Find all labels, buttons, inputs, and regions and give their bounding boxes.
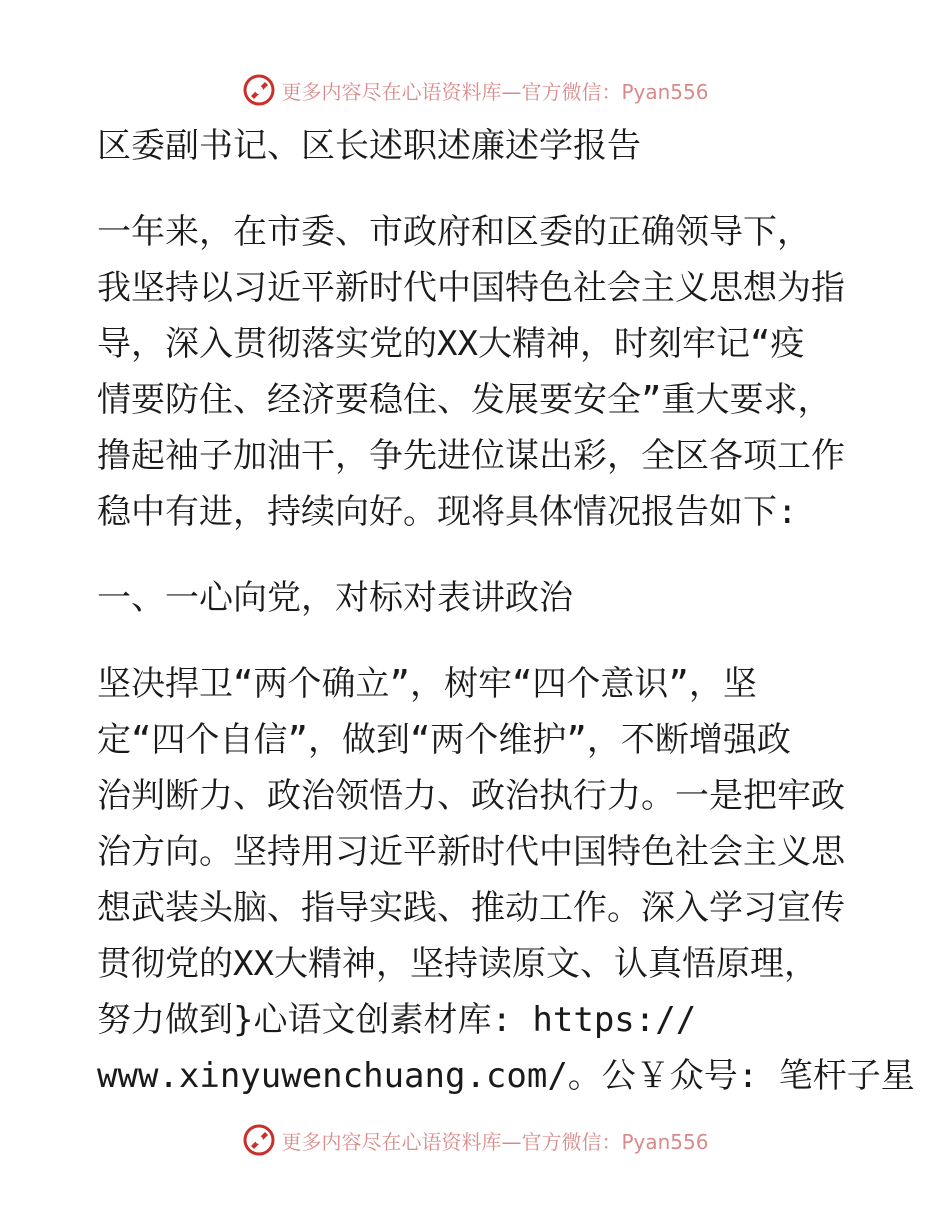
paragraph-line: 贯彻党的XX大精神，坚持读原文、认真悟原理， xyxy=(97,944,818,984)
paragraph-line: 坚决捍卫“两个确立”，树牢“四个意识”，坚 xyxy=(97,664,757,704)
paragraph-line: 想武装头脑、指导实践、推动工作。深入学习宣传 xyxy=(97,888,845,928)
logo-icon xyxy=(241,1122,277,1158)
logo-icon xyxy=(241,72,277,108)
watermark-title: 更多内容尽在心语资料库 xyxy=(281,1129,502,1154)
watermark-banner-bottom xyxy=(0,1120,950,1160)
document-body xyxy=(97,118,915,1104)
document-title: 区委副书记、区长述职述廉述学报告 xyxy=(97,126,641,166)
watermark-text xyxy=(281,76,708,105)
watermark-banner-top xyxy=(0,70,950,110)
watermark-wechat: 官方微信：Pyan556 xyxy=(521,79,709,104)
paragraph-line: 一年来，在市委、市政府和区委的正确领导下， xyxy=(97,212,811,252)
paragraph-line: 努力做到}心语文创素材库: https:// xyxy=(97,1000,697,1040)
watermark-wechat: 官方微信：Pyan556 xyxy=(521,1129,709,1154)
paragraph-line: 我坚持以习近平新时代中国特色社会主义思想为指 xyxy=(97,268,845,308)
paragraph-line: 定“四个自信”，做到“两个维护”，不断增强政 xyxy=(97,720,791,760)
paragraph-line: 导，深入贯彻落实党的XX大精神，时刻牢记“疫 xyxy=(97,324,805,364)
paragraph-line: www.xinyuwenchuang.com/。公￥众号: 笔杆子星 xyxy=(97,1056,915,1096)
paragraph-line: 情要防住、经济要稳住、发展要安全”重大要求， xyxy=(97,380,832,420)
paragraph-line: 治判断力、政治领悟力、政治执行力。一是把牢政 xyxy=(97,776,845,816)
paragraph-line: 撸起袖子加油干，争先进位谋出彩，全区各项工作 xyxy=(97,436,845,476)
watermark-separator: — xyxy=(501,1129,522,1154)
paragraph-line: 稳中有进，持续向好。现将具体情况报告如下: xyxy=(97,492,798,532)
paragraph-line: 治方向。坚持用习近平新时代中国特色社会主义思 xyxy=(97,832,845,872)
watermark-title: 更多内容尽在心语资料库 xyxy=(281,79,502,104)
watermark-text xyxy=(281,1126,708,1155)
watermark-separator: — xyxy=(501,79,522,104)
section-heading: 一、一心向党，对标对表讲政治 xyxy=(97,578,573,618)
